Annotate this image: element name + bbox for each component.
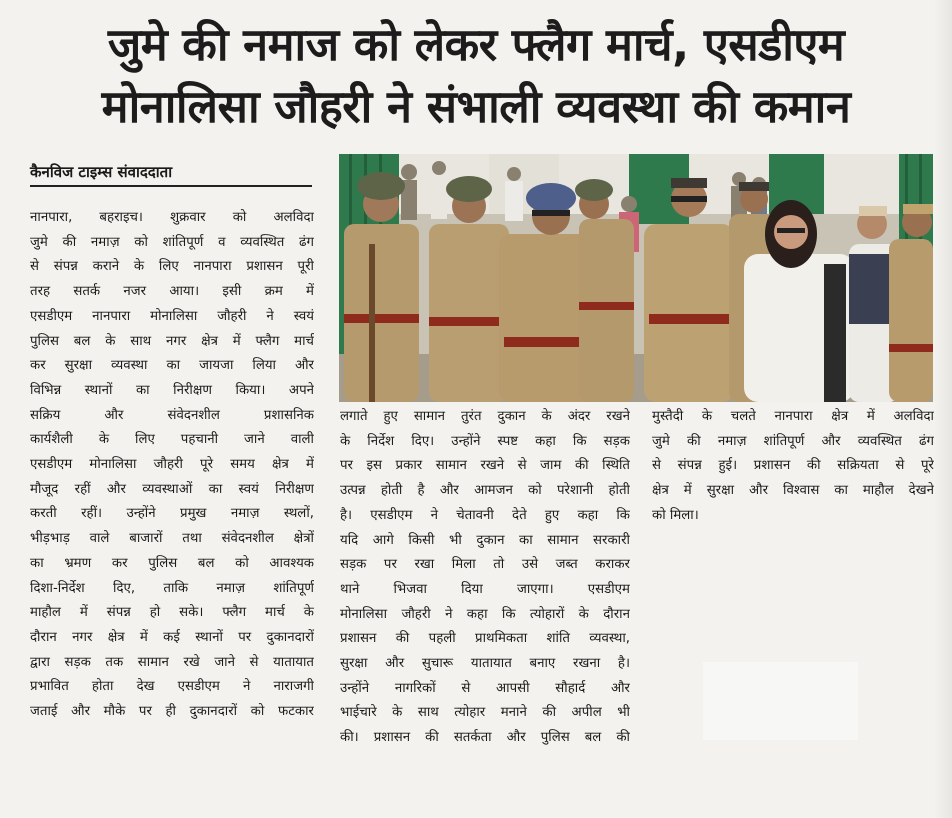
- article-column-2: [340, 405, 630, 751]
- article-line: एसडीएम मोनालिसा जौहरी पूरे समय क्षेत्र में: [30, 457, 314, 473]
- article-line: मोनालिसा जौहरी ने कहा कि त्योहारों के दौरान: [340, 606, 630, 622]
- article-line: की। प्रशासन की सतर्कता और पुलिस बल की: [340, 730, 630, 746]
- article-line: मुस्तैदी के चलते नानपारा क्षेत्र में अलविदा: [652, 409, 934, 424]
- headline-line-2: मोनालिसा जौहरी ने संभाली व्यवस्था की कमान: [101, 80, 851, 133]
- article-line: सुरक्षा और सुचारू यातायात बनाए रखना है।: [340, 656, 630, 672]
- article-line: पर इस प्रकार सामान रखने से जाम की स्थिति: [340, 458, 630, 474]
- article-line: थाने भिजवा दिया जाएगा। एसडीएम: [340, 581, 630, 597]
- article-line: करती रहीं। उन्होंने प्रमुख नमाज़ स्थलों,: [30, 506, 314, 522]
- article-line: सड़क पर रखा मिला तो उसे जब्त कराकर: [340, 557, 630, 573]
- article-line: तरह सतर्क नजर आया। इसी क्रम में: [30, 284, 314, 300]
- article-line: है। एसडीएम ने चेतावनी देते हुए कहा कि: [340, 507, 630, 523]
- article-line: प्रशासन की पहली प्राथमिकता शांति व्यवस्था,: [340, 631, 630, 647]
- page-edge-shade: [934, 0, 952, 818]
- article-line: से संपन्न हुई। प्रशासन की सक्रियता से पूरे: [652, 458, 934, 474]
- article-line: लगाते हुए सामान तुरंत दुकान के अंदर रखने: [340, 409, 630, 424]
- article-line: से संपन्न कराने के लिए नानपारा प्रशासन पूरी: [30, 259, 314, 275]
- headline: [14, 14, 938, 138]
- article-line: माहौल में संपन्न हो सके। फ्लैग मार्च के: [30, 605, 314, 621]
- article-line: उत्पन्न होती है और आमजन को परेशानी होती: [340, 483, 630, 499]
- article-line: एसडीएम नानपारा मोनालिसा जौहरी ने स्वयं: [30, 308, 314, 324]
- news-photo: [339, 154, 933, 402]
- article-line: का भ्रमण कर पुलिस बल को आवश्यक: [30, 555, 314, 571]
- article-line: जताई और मौके पर ही दुकानदारों को फटकार: [30, 704, 314, 720]
- article-line: के निर्देश दिए। उन्होंने स्पष्ट कहा कि सड़क: [340, 433, 630, 449]
- flag-march-photo: [339, 154, 933, 402]
- article-column-3: [652, 405, 934, 529]
- article-line: उन्होंने नागरिकों से आपसी सौहार्द और: [340, 680, 630, 696]
- article-line: दिशा-निर्देश दिए, ताकि नमाज़ शांतिपूर्ण: [30, 580, 314, 596]
- article-line: क्षेत्र में सुरक्षा और विश्वास का माहौल देखने: [652, 483, 934, 499]
- article-line: भाईचारे के साथ त्योहार मनाने की अपील भी: [340, 705, 630, 721]
- article-line: नानपारा, बहराइच। शुक्रवार को अलविदा: [30, 210, 314, 225]
- article-line: जुमे की नमाज़ शांतिपूर्ण और व्यवस्थित ढंग: [652, 433, 934, 449]
- article-line: प्रभावित होता देख एसडीएम ने नाराजगी: [30, 679, 314, 695]
- article-line: जुमे की नमाज़ को शांतिपूर्ण व व्यवस्थित ढंग: [30, 234, 314, 250]
- article-line: मौजूद रहीं और व्यवस्थाओं का स्वयं निरीक्षण: [30, 481, 314, 497]
- headline-line-1: जुमे की नमाज को लेकर फ्लैग मार्च, एसडीएम: [107, 18, 845, 71]
- article-column-1: [30, 206, 314, 725]
- article-line: कर सुरक्षा व्यवस्था का जायजा लिया और: [30, 358, 314, 374]
- article-line: भीड़भाड़ वाले बाजारों तथा संवेदनशील क्षेत्रों: [30, 531, 314, 547]
- article-line: सक्रिय और संवेदनशील प्रशासनिक: [30, 407, 314, 423]
- article-line: द्वारा सड़क तक सामान रखे जाने से यातायात: [30, 654, 314, 670]
- article-line: विभिन्न स्थानों का निरीक्षण किया। अपने: [30, 382, 314, 398]
- article-line: दौरान नगर क्षेत्र में कई स्थानों पर दुकानदारों: [30, 629, 314, 645]
- article-line: को मिला।: [652, 507, 699, 523]
- byline: कैनविज टाइम्स संवाददाता: [30, 161, 312, 187]
- blank-area: [703, 662, 858, 740]
- article-line: यदि आगे किसी भी दुकान का सामान सरकारी: [340, 532, 630, 548]
- article-line: कार्यशैली के लिए पहचानी जाने वाली: [30, 432, 314, 448]
- article-line: पुलिस बल के साथ नगर क्षेत्र में फ्लैग मार्च: [30, 333, 314, 349]
